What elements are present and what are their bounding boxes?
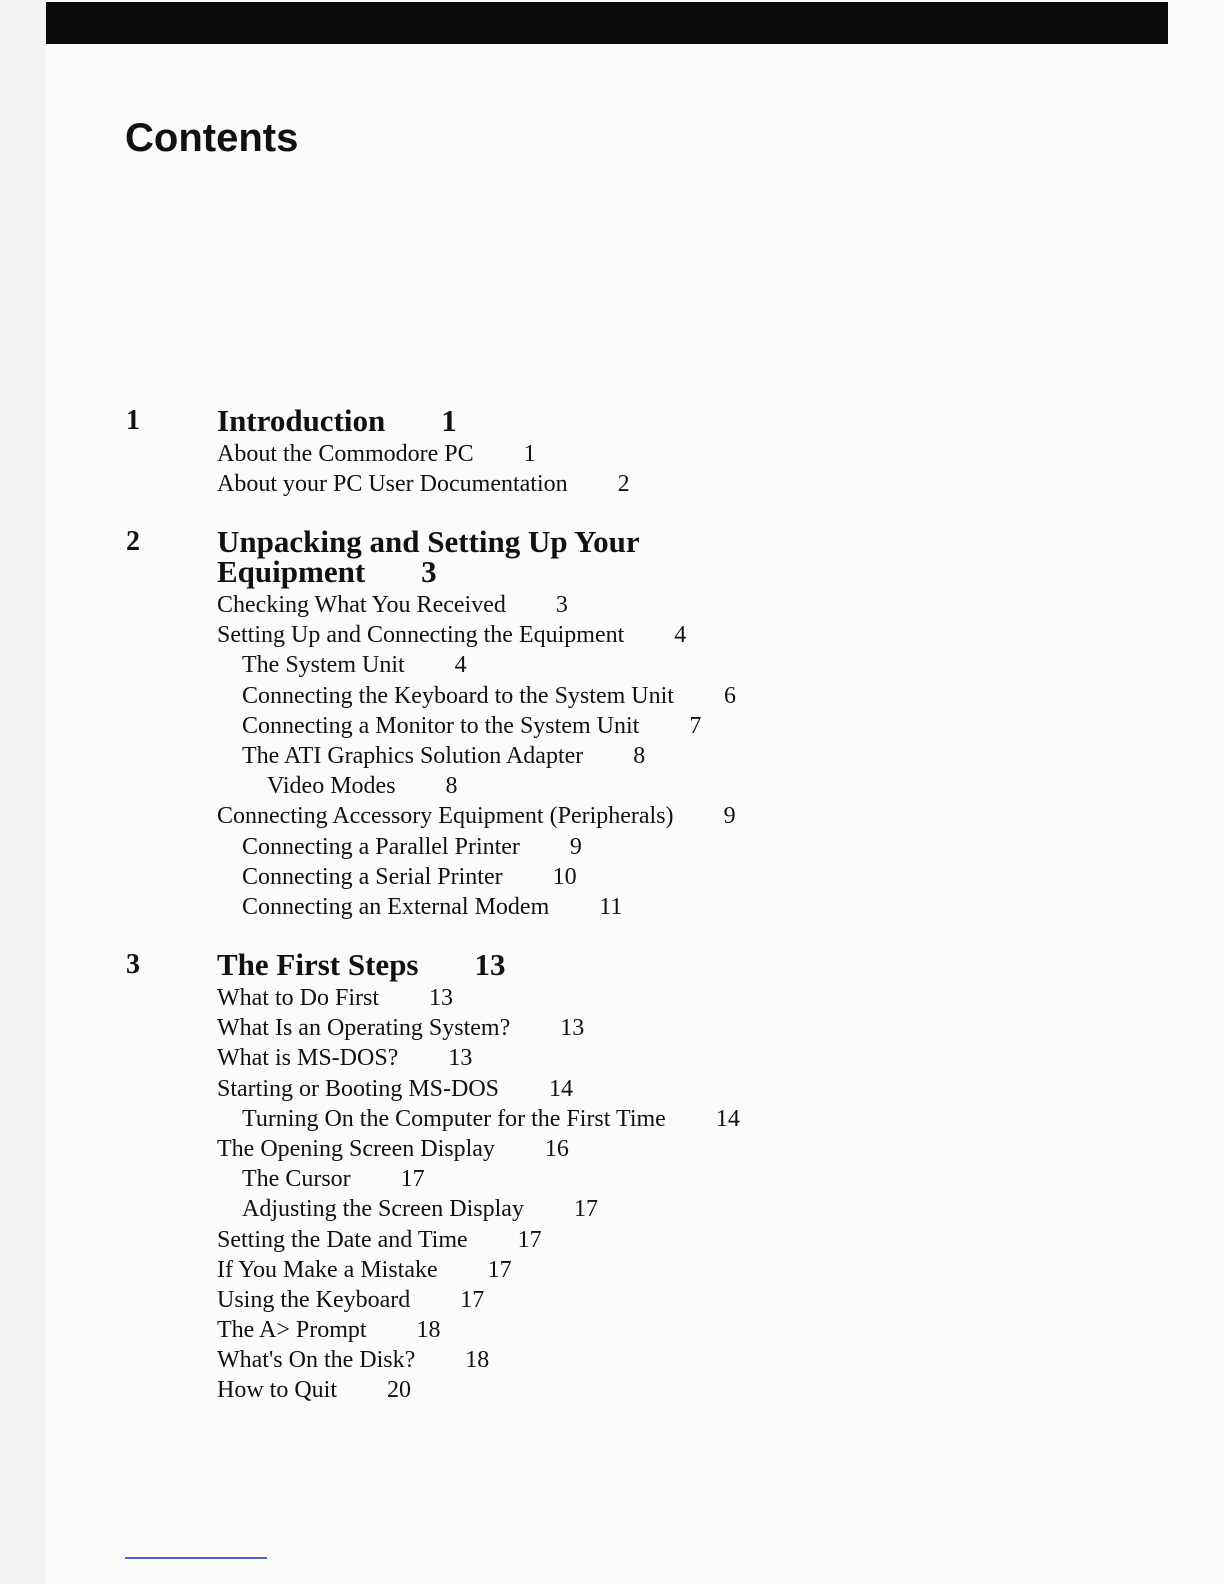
- chapter-title-text: Introduction: [217, 403, 386, 438]
- toc-entry[interactable]: [217, 1255, 740, 1285]
- chapter-number: 2: [126, 526, 140, 557]
- entry-text: What is MS-DOS?: [217, 1045, 399, 1072]
- entry-page: 14: [549, 1075, 574, 1102]
- entry-text: What's On the Disk?: [217, 1347, 416, 1374]
- toc-entry[interactable]: [217, 1375, 740, 1405]
- toc-entry[interactable]: [217, 439, 630, 469]
- toc-entry[interactable]: [217, 1104, 740, 1134]
- entry-text: Connecting an External Modem: [242, 893, 550, 920]
- toc-entry[interactable]: [217, 1194, 740, 1224]
- entry-text: About the Commodore PC: [217, 441, 474, 467]
- entry-page: 16: [544, 1135, 569, 1162]
- entry-text: If You Make a Mistake: [217, 1256, 438, 1283]
- entry-text: Checking What You Received: [217, 592, 506, 618]
- entry-text: Turning On the Computer for the First Time: [242, 1105, 666, 1132]
- chapter-entries: [217, 590, 736, 922]
- entry-text: The Cursor: [242, 1166, 351, 1193]
- entry-text: Using the Keyboard: [217, 1286, 411, 1313]
- chapter-title[interactable]: [217, 947, 817, 982]
- toc-entry[interactable]: [217, 1285, 740, 1315]
- entry-page: 17: [573, 1196, 598, 1223]
- entry-page: 1: [523, 441, 536, 467]
- entry-page: 13: [560, 1015, 585, 1042]
- scan-left-edge: [0, 0, 46, 1584]
- toc-entry[interactable]: [217, 832, 736, 862]
- entry-text: Starting or Booting MS-DOS: [217, 1075, 500, 1102]
- entry-text: Setting the Date and Time: [217, 1226, 468, 1253]
- chapter-page-number: 3: [421, 554, 437, 589]
- entry-text: Connecting a Serial Printer: [242, 863, 503, 890]
- entry-page: 9: [723, 803, 736, 830]
- toc-entry[interactable]: [217, 862, 736, 892]
- chapter-page-number: 1: [441, 403, 457, 438]
- toc-entry[interactable]: [217, 1013, 740, 1043]
- toc-entry[interactable]: [217, 983, 740, 1013]
- toc-entry[interactable]: [217, 1345, 740, 1375]
- toc-entry[interactable]: [217, 1225, 740, 1255]
- entry-page: 17: [400, 1166, 425, 1193]
- entry-page: 8: [445, 773, 458, 800]
- entry-page: 7: [689, 712, 702, 739]
- page-header-bar: [46, 2, 1168, 44]
- toc-entry[interactable]: [217, 469, 630, 499]
- entry-page: 13: [429, 985, 453, 1011]
- toc-entry[interactable]: [217, 650, 736, 680]
- toc-entry[interactable]: [217, 741, 736, 771]
- entry-page: 13: [448, 1045, 473, 1072]
- toc-entry[interactable]: [217, 1043, 740, 1073]
- entry-page: 20: [387, 1377, 411, 1404]
- entry-text: Connecting a Monitor to the System Unit: [242, 712, 640, 739]
- toc-entry[interactable]: [217, 1134, 740, 1164]
- entry-page: 17: [517, 1226, 542, 1253]
- chapter-number: 1: [126, 405, 140, 436]
- entry-page: 4: [454, 652, 467, 679]
- entry-page: 11: [599, 893, 623, 920]
- entry-page: 17: [487, 1256, 512, 1283]
- entry-page: 9: [569, 833, 582, 860]
- entry-page: 18: [465, 1347, 490, 1374]
- toc-entry[interactable]: [217, 711, 736, 741]
- chapter-page-number: 13: [474, 947, 506, 982]
- chapter-entries: [217, 983, 740, 1406]
- toc-entry[interactable]: [217, 681, 736, 711]
- chapter-title[interactable]: [217, 524, 817, 589]
- entry-page: 3: [555, 592, 568, 618]
- toc-entry[interactable]: [217, 1315, 740, 1345]
- entry-page: 4: [674, 622, 687, 649]
- toc-entry[interactable]: [217, 801, 736, 831]
- entry-page: 2: [617, 471, 630, 498]
- entry-text: The Opening Screen Display: [217, 1135, 495, 1162]
- chapter-title-text: The First Steps: [217, 947, 419, 982]
- page-title: Contents: [125, 116, 299, 160]
- entry-text: Connecting the Keyboard to the System Unit: [242, 682, 674, 709]
- entry-text: Adjusting the Screen Display: [242, 1196, 524, 1223]
- entry-page: 18: [416, 1317, 441, 1344]
- entry-page: 14: [715, 1105, 740, 1132]
- entry-page: 6: [723, 682, 736, 709]
- entry-text: The ATI Graphics Solution Adapter: [242, 742, 584, 769]
- entry-text: The A> Prompt: [217, 1317, 367, 1344]
- entry-page: 8: [633, 742, 646, 769]
- chapter-title[interactable]: [217, 403, 817, 438]
- toc-entry[interactable]: [217, 1164, 740, 1194]
- entry-page: 17: [460, 1286, 485, 1313]
- entry-text: The System Unit: [242, 652, 405, 679]
- chapter-number: 3: [126, 949, 140, 980]
- toc-entry[interactable]: [217, 771, 736, 801]
- toc-entry[interactable]: [217, 590, 736, 620]
- chapter-entries: [217, 439, 630, 499]
- entry-page: 10: [552, 863, 577, 890]
- toc-entry[interactable]: [217, 620, 736, 650]
- entry-text: About your PC User Documentation: [217, 471, 568, 498]
- footer-rule: [125, 1557, 267, 1559]
- entry-text: Connecting a Parallel Printer: [242, 833, 520, 860]
- entry-text: Video Modes: [267, 773, 396, 800]
- entry-text: Connecting Accessory Equipment (Peripherals): [217, 803, 674, 830]
- toc-entry[interactable]: [217, 1074, 740, 1104]
- chapter-title-line1: Unpacking and Setting Up Your: [217, 524, 640, 559]
- entry-text: Setting Up and Connecting the Equipment: [217, 622, 625, 649]
- chapter-title-line2: Equipment: [217, 554, 366, 589]
- entry-text: What to Do First: [217, 985, 379, 1011]
- entry-text: How to Quit: [217, 1377, 337, 1404]
- toc-entry[interactable]: [217, 892, 736, 922]
- entry-text: What Is an Operating System?: [217, 1015, 511, 1042]
